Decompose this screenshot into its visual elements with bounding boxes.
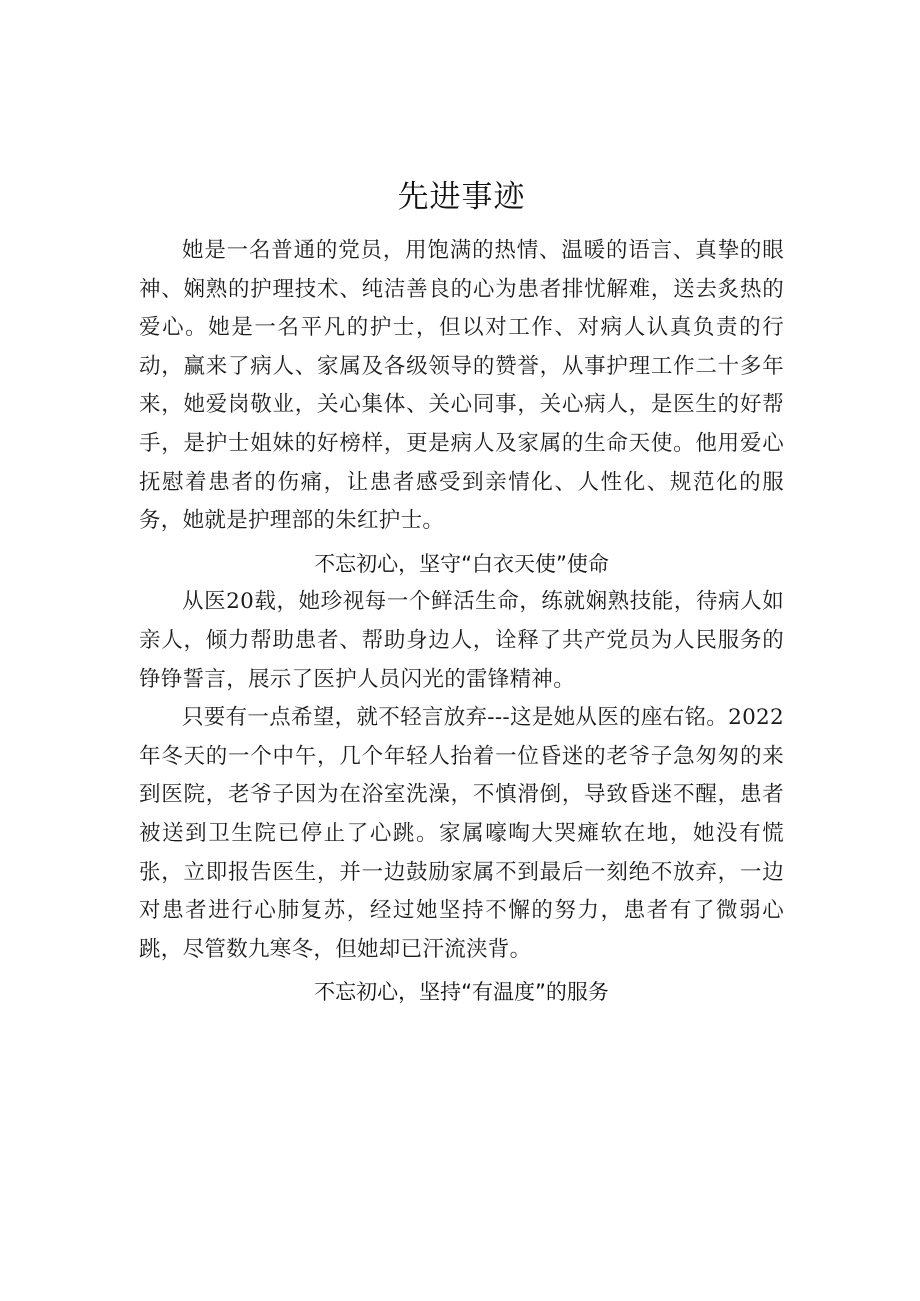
section-heading-service: 不忘初心，坚持“有温度”的服务 (314, 980, 609, 1005)
spacer (139, 224, 784, 232)
section1-paragraph-2: 只要有一点希望，就不轻言放弃---这是她从医的座右铭。2022年冬天的一个中午，几个年轻人抬着一位昏迷的老爷子急匆匆的来到医院，老爷子因为在浴室洗澡，不慎滑倒，导致昏迷不醒，患者被送到卫生院已停止了心跳。家属嚎啕大哭瘫软在地，她没有慌张，立即报告医生，并一边鼓励家属不到最后一刻绝不放弃，一边对患者进行心肺复苏，经过她坚持不懈的努力，患者有了微弱心跳，尽管数九寒冬，但她却已汗流浃背。 (139, 705, 784, 962)
intro-paragraph: 她是一名普通的党员，用饱满的热情、温暖的语言、真挚的眼神、娴熟的护理技术、纯洁善良的心为患者排忧解难，送去炙热的爱心。她是一名平凡的护士，但以对工作、对病人认真负责的行动，赢来了病人、家属及各级领导的赞誉，从事护理工作二十多年来，她爱岗敬业，关心集体、关心同事，关心病人，是医生的好帮手，是护士姐妹的好榜样，更是病人及家属的生命天使。他用爱心抚慰着患者的伤痛，让患者感受到亲情化、人性化、规范化的服务，她就是护理部的朱红护士。 (139, 238, 784, 534)
section1-paragraph-1: 从医20载，她珍视每一个鲜活生命，练就娴熟技能，待病人如亲人，倾力帮助患者、帮助身边人，诠释了共产党员为人民服务的铮铮誓言，展示了医护人员闪光的雷锋精神。 (139, 589, 784, 692)
document-body (139, 170, 784, 1012)
document-title: 先进事迹 (397, 179, 526, 215)
section-heading-mission: 不忘初心，坚守“白衣天使”使命 (314, 551, 609, 576)
